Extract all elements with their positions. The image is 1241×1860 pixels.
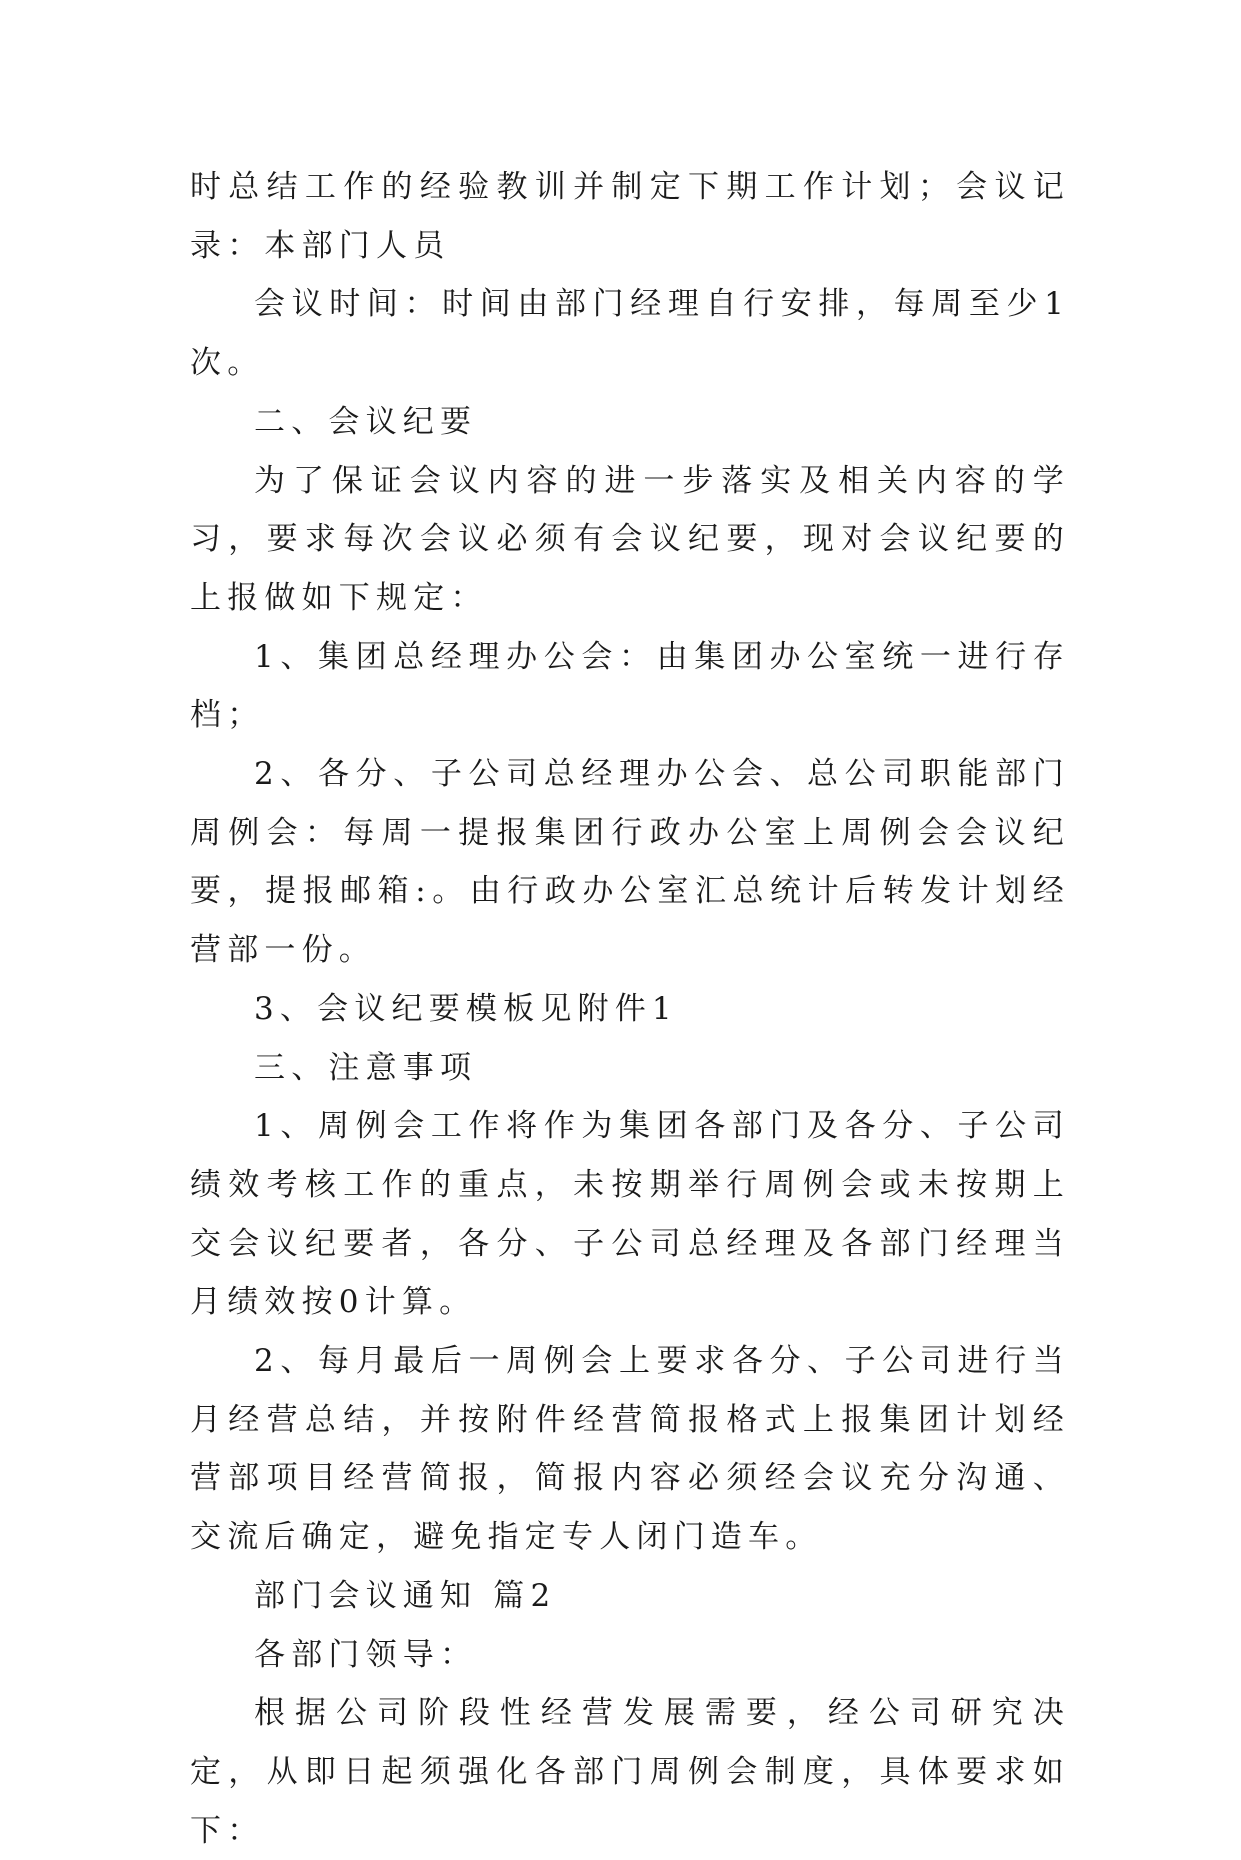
article-title: 部门会议通知 篇2 [254,1577,557,1614]
paragraph: 会议时间：时间由部门经理自行安排，每周至少1次。 [190,286,1070,382]
paragraph: 为了保证会议内容的进一步落实及相关内容的学习，要求每次会议必须有会议纪要，现对会议纪要的上报做如下规定： [190,462,1070,616]
paragraph: 根据公司阶段性经营发展需要，经公司研究决定，从即日起须强化各部门周例会制度，具体要求如下： [190,1695,1070,1849]
document-body [190,158,1070,1860]
list-item: 1、集团总经理办公会：由集团办公室统一进行存档； [190,638,1070,734]
list-item: 1、周例会工作将作为集团各部门及各分、子公司绩效考核工作的重点，未按期举行周例会或未按期上交会议纪要者，各分、子公司总经理及各部门经理当月绩效按0计算。 [190,1108,1070,1321]
section-heading: 二、会议纪要 [254,403,478,440]
salutation: 各部门领导： [254,1636,478,1673]
list-item: 3、会议纪要模板见附件1 [254,990,678,1027]
section-heading: 三、注意事项 [254,1049,478,1086]
paragraph: 时总结工作的经验教训并制定下期工作计划；会议记录：本部门人员 [190,169,1070,264]
list-item: 2、各分、子公司总经理办公会、总公司职能部门周例会：每周一提报集团行政办公室上周例会会议纪要，提报邮箱:。由行政办公室汇总统计后转发计划经营部一份。 [190,756,1070,969]
list-item: 2、每月最后一周例会上要求各分、子公司进行当月经营总结，并按附件经营简报格式上报集团计划经营部项目经营简报，简报内容必须经会议充分沟通、交流后确定，避免指定专人闭门造车。 [190,1343,1070,1556]
